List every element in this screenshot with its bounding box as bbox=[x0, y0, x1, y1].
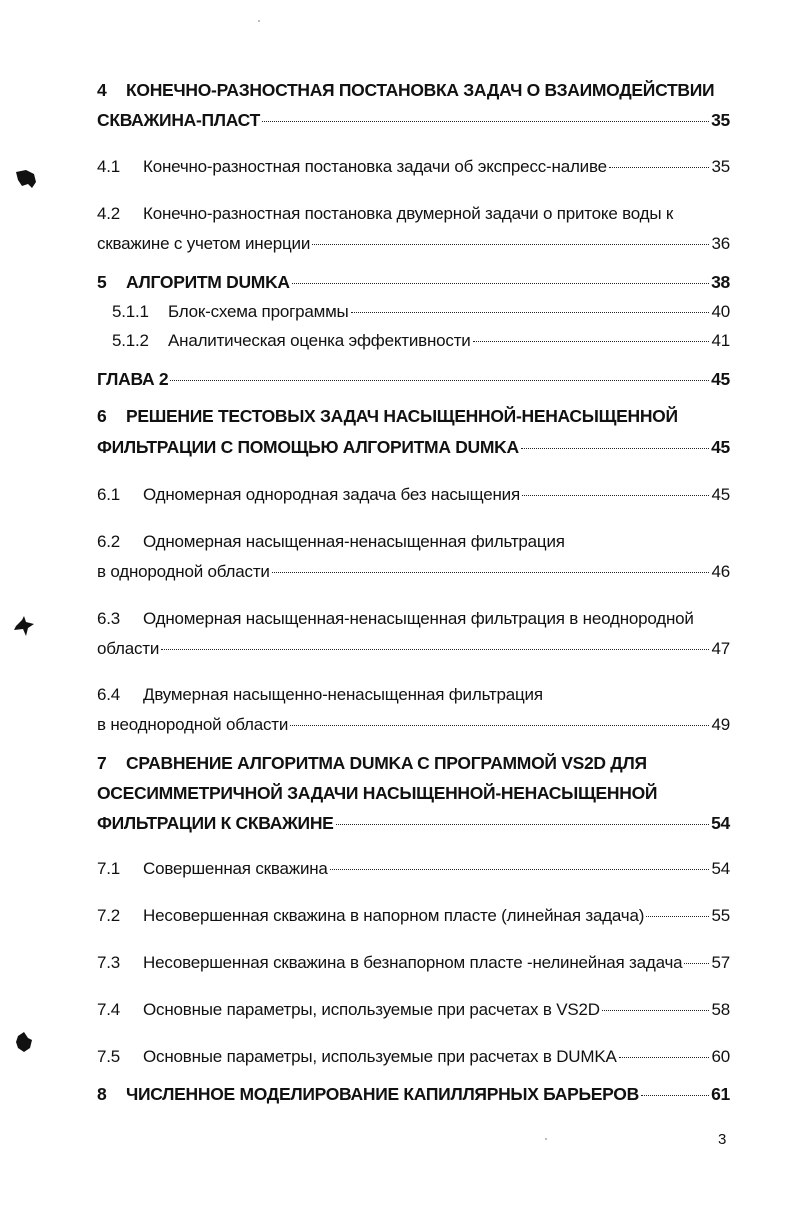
dot-leader bbox=[336, 824, 710, 825]
toc-title: Несовершенная скважина в безнапорном пласте -нелинейная задача bbox=[143, 953, 683, 972]
toc-page-number: 38 bbox=[711, 272, 730, 292]
toc-title: Одномерная насыщенная-ненасыщенная фильтрация в неоднородной bbox=[143, 609, 694, 628]
dot-leader bbox=[473, 341, 710, 342]
toc-title: ЧИСЛЕННОЕ МОДЕЛИРОВАНИЕ КАПИЛЛЯРНЫХ БАРЬЕРОВ bbox=[126, 1084, 639, 1104]
dot-leader bbox=[170, 380, 709, 381]
toc-page-number: 49 bbox=[711, 715, 730, 734]
toc-page-number: 55 bbox=[711, 906, 730, 925]
toc-number: 6 bbox=[97, 406, 107, 426]
toc-number: 7 bbox=[97, 753, 107, 773]
toc-part-2[interactable] bbox=[97, 369, 730, 391]
toc-number: 5 bbox=[97, 272, 107, 292]
toc-page-number: 40 bbox=[711, 302, 730, 321]
toc-title: Совершенная скважина bbox=[143, 859, 328, 878]
dot-leader bbox=[521, 448, 709, 449]
toc-number: 7.5 bbox=[97, 1047, 121, 1066]
toc-page-number: 41 bbox=[711, 331, 730, 350]
toc-title: Основные параметры, используемые при расчетах в VS2D bbox=[143, 1000, 600, 1019]
toc-section-6-1[interactable] bbox=[97, 485, 730, 507]
dot-leader bbox=[609, 167, 710, 168]
toc-title: ГЛАВА 2 bbox=[97, 369, 169, 389]
toc-number: 5.1.2 bbox=[112, 331, 149, 350]
toc-title: Одномерная насыщенная-ненасыщенная фильтрация bbox=[143, 532, 565, 551]
toc-section-7-5[interactable] bbox=[97, 1047, 730, 1069]
dot-leader bbox=[161, 649, 709, 650]
toc-page-number: 58 bbox=[711, 1000, 730, 1019]
toc-page-number: 35 bbox=[711, 157, 730, 176]
toc-number: 7.4 bbox=[97, 1000, 121, 1019]
toc-number: 6.3 bbox=[97, 609, 121, 628]
dot-leader bbox=[292, 283, 709, 284]
toc-subsection-5-1-2[interactable] bbox=[97, 331, 730, 353]
toc-page-number: 60 bbox=[711, 1047, 730, 1066]
toc-number: 4.1 bbox=[97, 157, 121, 176]
toc-section-6-4[interactable] bbox=[97, 685, 730, 737]
toc-page-number: 45 bbox=[711, 369, 730, 389]
toc-page-number: 35 bbox=[711, 110, 730, 130]
toc-title: в однородной области bbox=[97, 562, 270, 581]
toc-page-number: 46 bbox=[711, 562, 730, 581]
dot-leader bbox=[262, 121, 709, 122]
toc-number: 7.2 bbox=[97, 906, 121, 925]
dot-leader bbox=[619, 1057, 710, 1058]
dot-leader bbox=[272, 572, 710, 573]
toc-title: Аналитическая оценка эффективности bbox=[168, 331, 471, 350]
toc-title: ФИЛЬТРАЦИИ С ПОМОЩЬЮ АЛГОРИТМА DUMKA bbox=[97, 437, 519, 457]
toc-title: Основные параметры, используемые при расчетах в DUMKA bbox=[143, 1047, 617, 1066]
toc-page-number: 36 bbox=[711, 234, 730, 253]
toc-section-7-2[interactable] bbox=[97, 906, 730, 928]
toc-title: ОСЕСИММЕТРИЧНОЙ ЗАДАЧИ НАСЫЩЕННОЙ-НЕНАСЫЩЕННОЙ bbox=[97, 783, 658, 803]
toc-page-number: 47 bbox=[711, 639, 730, 658]
toc-number: 4.2 bbox=[97, 204, 121, 223]
toc-number: 6.4 bbox=[97, 685, 121, 704]
toc-title: ФИЛЬТРАЦИИ К СКВАЖИНЕ bbox=[97, 813, 334, 833]
toc-number: 6.1 bbox=[97, 485, 121, 504]
toc-number: 4 bbox=[97, 80, 107, 100]
toc-title: СРАВНЕНИЕ АЛГОРИТМА DUMKA С ПРОГРАММОЙ VS2D ДЛЯ bbox=[126, 753, 647, 773]
toc-title: Конечно-разностная постановка задачи об экспресс-наливе bbox=[143, 157, 607, 176]
toc-number: 7.3 bbox=[97, 953, 121, 972]
toc-number: 8 bbox=[97, 1084, 107, 1104]
toc-number: 7.1 bbox=[97, 859, 121, 878]
scan-mark-icon bbox=[12, 614, 36, 638]
toc-section-6-3[interactable] bbox=[97, 609, 730, 661]
toc-number: 5.1.1 bbox=[112, 302, 149, 321]
toc-chapter-4[interactable] bbox=[97, 80, 730, 130]
page-number: 3 bbox=[718, 1131, 727, 1148]
toc-section-4-1[interactable] bbox=[97, 157, 730, 179]
toc-section-6-2[interactable] bbox=[97, 532, 730, 584]
toc-page-number: 54 bbox=[711, 813, 730, 833]
scan-speck bbox=[258, 20, 260, 22]
toc-title: Двумерная насыщенно-ненасыщенная фильтрация bbox=[143, 685, 543, 704]
toc-title: КОНЕЧНО-РАЗНОСТНАЯ ПОСТАНОВКА ЗАДАЧ О ВЗАИМОДЕЙСТВИИ bbox=[126, 80, 715, 100]
toc-page-number: 45 bbox=[711, 485, 730, 504]
toc-number: 6.2 bbox=[97, 532, 121, 551]
dot-leader bbox=[351, 312, 710, 313]
toc-title: в неоднородной области bbox=[97, 715, 289, 734]
dot-leader bbox=[602, 1010, 710, 1011]
toc-subsection-5-1-1[interactable] bbox=[97, 302, 730, 324]
toc-title: АЛГОРИТМ DUMKA bbox=[126, 272, 290, 292]
toc-section-7-1[interactable] bbox=[97, 859, 730, 881]
scan-mark-icon bbox=[12, 1030, 36, 1054]
scan-mark-icon bbox=[14, 166, 38, 190]
toc-title: Одномерная однородная задача без насыщения bbox=[143, 485, 520, 504]
dot-leader bbox=[312, 244, 709, 245]
toc-section-7-3[interactable] bbox=[97, 953, 730, 975]
toc-chapter-6[interactable] bbox=[97, 406, 730, 458]
scan-speck bbox=[545, 1138, 547, 1140]
toc-page-number: 61 bbox=[711, 1084, 730, 1104]
toc-chapter-7[interactable] bbox=[97, 753, 730, 835]
toc-page-number: 57 bbox=[711, 953, 730, 972]
toc-chapter-5[interactable] bbox=[97, 272, 730, 294]
dot-leader bbox=[290, 725, 709, 726]
toc-title: области bbox=[97, 639, 160, 658]
toc-page-number: 54 bbox=[711, 859, 730, 878]
toc-title: Блок-схема программы bbox=[168, 302, 349, 321]
toc-chapter-8[interactable] bbox=[97, 1084, 730, 1106]
toc-section-7-4[interactable] bbox=[97, 1000, 730, 1022]
toc-title: Конечно-разностная постановка двумерной задачи о притоке воды к bbox=[143, 204, 674, 223]
dot-leader bbox=[646, 916, 709, 917]
dot-leader bbox=[522, 495, 710, 496]
toc-title: скважине с учетом инерции bbox=[97, 234, 311, 253]
dot-leader bbox=[684, 963, 709, 964]
toc-section-4-2[interactable] bbox=[97, 204, 730, 256]
dot-leader bbox=[330, 869, 710, 870]
toc-title: РЕШЕНИЕ ТЕСТОВЫХ ЗАДАЧ НАСЫЩЕННОЙ-НЕНАСЫЩЕННОЙ bbox=[126, 406, 678, 426]
toc-title: Несовершенная скважина в напорном пласте (линейная задача) bbox=[143, 906, 645, 925]
toc-page-number: 45 bbox=[711, 437, 730, 457]
dot-leader bbox=[641, 1095, 709, 1096]
toc-title: СКВАЖИНА-ПЛАСТ bbox=[97, 110, 260, 130]
